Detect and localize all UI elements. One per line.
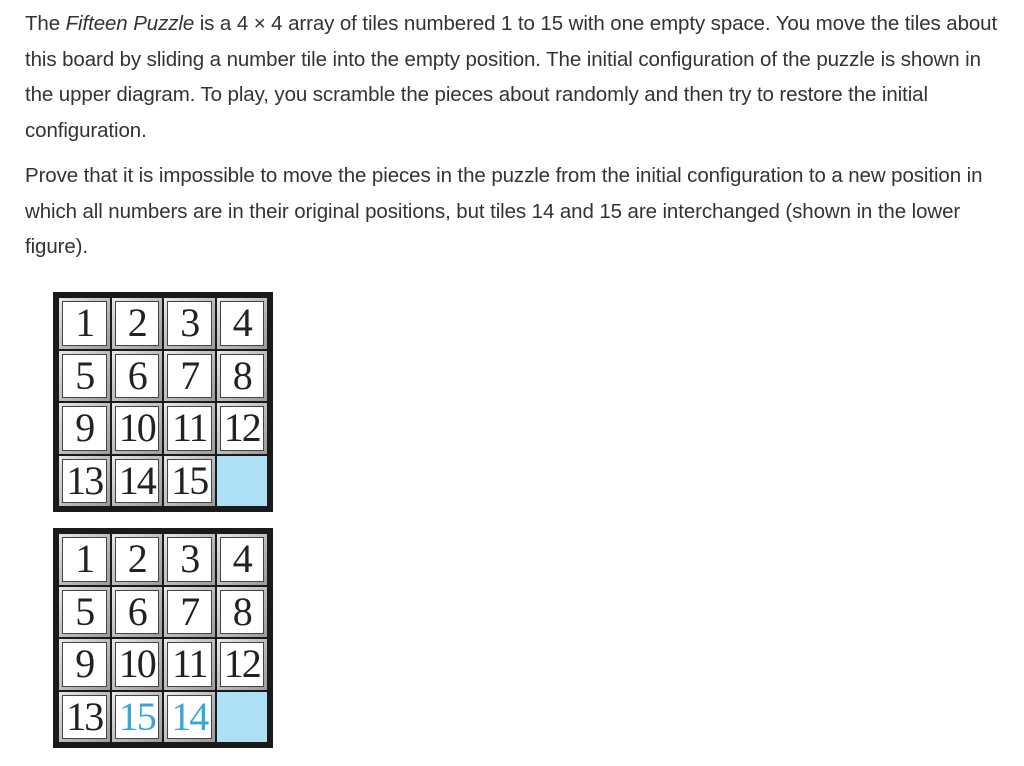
problem-text [25,6,1000,275]
puzzle-tile [217,534,268,585]
puzzle-tile [164,639,215,690]
puzzle-name: Fifteen Puzzle [65,12,195,35]
tile-number: 8 [220,354,265,399]
puzzle-tile [59,298,110,349]
puzzle-tile [164,456,215,507]
puzzle-tile [164,351,215,402]
puzzle-tile [59,692,110,743]
tile-number: 3 [167,301,212,346]
puzzle-tile [59,534,110,585]
tile-number: 12 [220,406,265,451]
puzzle-tile [59,403,110,454]
initial-board-grid [59,298,267,506]
tile-number: 15 [167,459,212,504]
puzzle-tile [164,692,215,743]
tile-number: 11 [167,642,212,687]
initial-board [53,292,273,512]
puzzle-tile [59,639,110,690]
puzzle-tile [112,639,163,690]
tile-number: 2 [115,301,160,346]
tile-number: 13 [62,695,107,740]
tile-number: 9 [62,406,107,451]
puzzle-tile [217,639,268,690]
puzzle-tile [112,587,163,638]
empty-tile [217,456,268,507]
tile-number: 7 [167,590,212,635]
tile-number: 2 [115,537,160,582]
tile-number: 15 [115,695,160,740]
tile-number: 10 [115,642,160,687]
puzzle-tile [164,534,215,585]
tile-number: 4 [220,537,265,582]
tile-number: 5 [62,590,107,635]
puzzle-tile [164,587,215,638]
paragraph-intro [25,6,1000,148]
tile-number: 7 [167,354,212,399]
puzzle-tile [217,403,268,454]
intro-body: is a 4 × 4 array of tiles numbered 1 to 15 with one empty space. You move the tiles about this board by sliding a number tile into the empty position. The initial configuration of the puzzle is shown in the upper diagram. To play, you scramble the pieces about randomly and then try to restore the initial configuration. [25,12,998,142]
tile-number: 14 [167,695,212,740]
puzzle-tile [59,587,110,638]
swapped-board [53,528,273,748]
tile-number: 9 [62,642,107,687]
swapped-board-grid [59,534,267,742]
puzzle-tile [217,587,268,638]
puzzle-tile [59,456,110,507]
tile-number: 11 [167,406,212,451]
puzzle-tile [164,298,215,349]
tile-number: 5 [62,354,107,399]
tile-number: 13 [62,459,107,504]
puzzle-tile [112,534,163,585]
tile-number: 3 [167,537,212,582]
puzzle-tile [112,692,163,743]
tile-number: 1 [62,301,107,346]
tile-number: 6 [115,590,160,635]
paragraph-task: Prove that it is impossible to move the pieces in the puzzle from the initial configuration to a new position in which all numbers are in their original positions, but tiles 14 and 15 are interchanged (shown in the lower figure). [25,164,983,258]
tile-number: 14 [115,459,160,504]
tile-number: 8 [220,590,265,635]
puzzle-tile [112,456,163,507]
puzzle-tile [112,351,163,402]
tile-number: 6 [115,354,160,399]
tile-number: 4 [220,301,265,346]
puzzle-tile [112,403,163,454]
puzzle-tile [112,298,163,349]
puzzle-tile [217,351,268,402]
tile-number: 10 [115,406,160,451]
puzzle-tile [217,298,268,349]
empty-tile [217,692,268,743]
puzzle-tile [59,351,110,402]
tile-number: 12 [220,642,265,687]
tile-number: 1 [62,537,107,582]
intro-lead: The [25,12,66,35]
puzzle-tile [164,403,215,454]
